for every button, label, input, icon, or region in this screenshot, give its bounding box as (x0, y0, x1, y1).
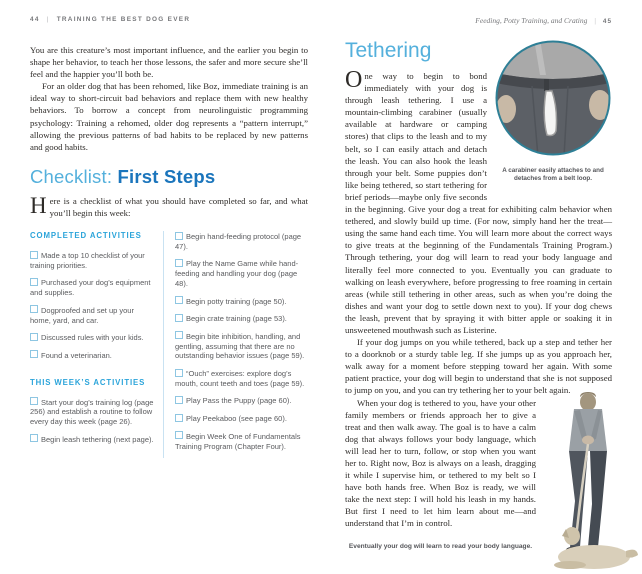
list-item (175, 258, 308, 288)
list-item-text: Made a top 10 checklist of your training priorities. (30, 251, 145, 270)
shirt (496, 39, 610, 81)
dog-paws (554, 561, 586, 569)
paragraph: When your dog is tethered to you, have your other family members or friends approach her to give a treat and then walk away. The goal is to have a calm dog that always follows your body language, which will lead her to turn, follow, or stop when you want her to. Right now, Boz is always on a leash, dragging it while I supervise him, or tethered to my belt so I have both hands free. When Boz is ready, we will take the next step: I will hold his leash in my hands. But first I need to let him learn about me—and understand that I’m in control. (345, 397, 536, 529)
left-body-text (30, 44, 308, 153)
list-item-text: Found a veterinarian. (41, 350, 112, 360)
checkbox-icon (30, 305, 38, 313)
checkbox-icon (175, 259, 183, 267)
checkbox-icon (30, 397, 38, 405)
checkbox-icon (30, 278, 38, 286)
intro-paragraph (30, 192, 308, 219)
list-item-text: Begin Week One of Fundamentals Training Program (Chapter Four). (175, 431, 301, 451)
list-item-text: Discussed rules with your kids. (41, 333, 144, 343)
carabiner (544, 91, 556, 136)
checkbox-icon (30, 350, 38, 358)
checkbox-icon (175, 396, 183, 404)
checklist-column-2 (164, 231, 308, 458)
book-title: TRAINING THE BEST DOG EVER (56, 16, 191, 23)
checklist-column-2-list (175, 231, 308, 451)
checkbox-icon (175, 232, 183, 240)
list-item-text: Begin potty training (page 50). (186, 296, 287, 306)
page-title: Tethering (345, 39, 432, 62)
carabiner-photo-block (494, 39, 612, 191)
right-body (345, 39, 612, 550)
running-header-right (345, 16, 612, 25)
checkbox-icon (175, 331, 183, 339)
list-item-text: Begin bite inhibition, handling, and gentling, assuming that there are no outstanding behavior issues (page 59). (175, 331, 305, 361)
paragraph: You are this creature’s most important influence, and the earlier you begin to shape her behavior, to teach her those lessons, the safer and more secure she’ll feel and the happier you’ll both be. (30, 45, 308, 80)
checkbox-icon (175, 369, 183, 377)
list-item (175, 231, 308, 251)
header-divider: | (594, 16, 596, 25)
list-item-text: Begin crate training (page 53). (186, 314, 287, 324)
checklist (30, 231, 308, 458)
hand-left (496, 95, 516, 123)
list-item (175, 368, 308, 388)
hands (582, 435, 594, 444)
page-right (345, 16, 612, 565)
carabiner-photo (494, 39, 612, 157)
checkbox-icon (30, 333, 38, 341)
dog-tail (626, 549, 638, 557)
list-item-text: Start your dog’s training log (page 256) and establish a routine to follow every day this week (page 26). (30, 397, 154, 427)
checkbox-icon (175, 414, 183, 422)
checkbox-icon (175, 296, 183, 304)
header-divider: | (46, 16, 50, 23)
completed-activities-header: COMPLETED ACTIVITIES (30, 231, 142, 241)
section-heading (30, 166, 308, 188)
tethering-photo (542, 389, 642, 574)
chapter-title: Feeding, Potty Training, and Crating (475, 16, 588, 25)
folio-right: 45 (602, 18, 612, 25)
checkbox-icon (175, 431, 183, 439)
photo-caption: A carabiner easily attaches to and detaches from a belt loop. (502, 167, 604, 183)
list-item (175, 296, 308, 307)
list-item-text: “Ouch” exercises: explore dog’s mouth, count teeth and toes (page 59). (175, 369, 305, 388)
list-item (30, 250, 154, 270)
list-item (30, 305, 154, 325)
folio-left: 44 (30, 16, 40, 23)
list-item (30, 434, 154, 445)
list-item (175, 431, 308, 451)
this-weeks-activities-list (30, 397, 154, 445)
list-item (175, 331, 308, 361)
list-item-text: Begin leash tethering (next page). (41, 434, 154, 444)
this-weeks-activities-header: THIS WEEK’S ACTIVITIES (30, 377, 146, 387)
list-item (175, 313, 308, 324)
section-heading-name: First Steps (117, 165, 216, 187)
drop-cap: H (30, 192, 47, 218)
drop-cap: O (345, 67, 363, 93)
list-item-text: Dogproofed and set up your home, yard, and car. (30, 305, 134, 325)
list-item-text: Purchased your dog’s equipment and supplies. (30, 278, 151, 298)
paragraph: For an older dog that has been rehomed, like Boz, immediate training is an ideal way to short-circuit bad behaviors and replace them with new healthy behaviors. To borrow a concept from neurolinguistic programming psychology: Training a rehomed, older dog represents a “pattern interrupt,” allowing the previous patterns of bad habits to be replaced by new patterns and good habits. (30, 81, 308, 152)
list-item (175, 395, 308, 406)
list-item (30, 397, 154, 427)
checklist-column-1 (30, 231, 164, 458)
page-left (30, 16, 308, 458)
intro-text: ere is a checklist of what you should have completed so far, and what you’ll begin this week: (49, 195, 308, 218)
checkbox-icon (175, 314, 183, 322)
section-heading-label: Checklist: (30, 165, 113, 187)
jeans-right-leg (588, 451, 607, 547)
completed-activities-list (30, 250, 154, 361)
list-item (30, 332, 154, 343)
list-item (30, 277, 154, 297)
list-item (175, 413, 308, 424)
belt-loop (544, 79, 549, 91)
list-item-text: Play the Name Game while hand-feeding and handling your dog (page 48). (175, 259, 299, 288)
paragraph: If your dog jumps on you while tethered, back up a step and tether her to a doorknob or a sturdy table leg. If she jumps up as you approach her, walk away for a moment before stepping toward her again. With some patient practice, your dog will begin to understand that she is not supposed to jump on you, and you can try tethering her to your belt again. (345, 337, 612, 396)
checkbox-icon (30, 251, 38, 259)
checkbox-icon (30, 434, 38, 442)
running-header-left (30, 16, 308, 23)
list-item-text: Play Peekaboo (see page 60). (186, 414, 287, 424)
paragraph-text: ne way to begin to bond immediately with your dog is through leash tethering. I use a mountain-climbing carabiner (usually available at hardware or camping stores) that clips to the leash and to my belt, so I can easily attach and detach the leash. You can also hook the leash through your belt. Some puppies don’t like being tethered, so start tethering for brief periods—maybe only five seconds in the beginning. Give your dog a treat for exhibiting calm behavior when tethered, and slowly build up time. (For now, simply hand her the treat—using the same hand each time. You will learn more about the correct ways to give treats at the beginning of the Fundamentals Training Program.) Through tethering, your dog will learn to read your body language and literally feel more connected to you. Eventually you can graduate to walking on leash everywhere, before progressing to free roaming in certain areas (while still tethering in other areas, such as when you’re doing the dishes and want your dog to settle down next to you). If your dog chews the leash, prevent that by spraying it with bitter apple or soaking it in unsweetened mouthwash such as Listerine. (345, 71, 612, 335)
list-item (30, 350, 154, 361)
list-item-text: Play Pass the Puppy (page 60). (186, 396, 292, 406)
list-item-text: Begin hand-feeding protocol (page 47). (175, 232, 302, 251)
head (580, 393, 596, 411)
tethering-photo-block (542, 397, 612, 565)
photo-caption: Eventually your dog will learn to read your body language. (348, 542, 533, 550)
